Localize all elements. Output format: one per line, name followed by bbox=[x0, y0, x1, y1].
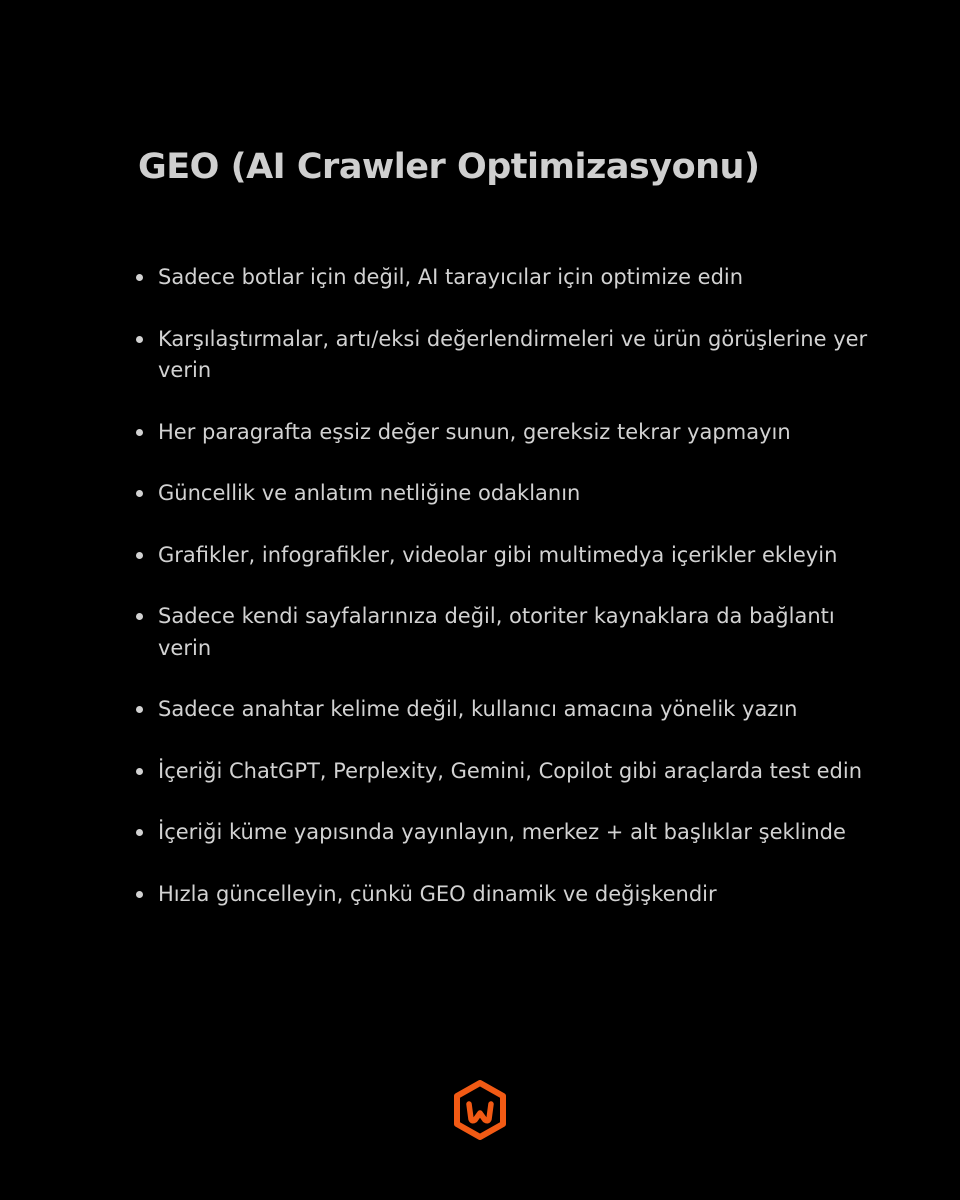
bullet-icon bbox=[136, 336, 143, 343]
list-item bbox=[134, 879, 894, 911]
list-item bbox=[134, 756, 894, 788]
bullet-icon bbox=[136, 768, 143, 775]
list-item bbox=[134, 478, 894, 510]
list-item-text: Karşılaştırmalar, artı/eksi değerlendirmeleri ve ürün görüşlerine yer verin bbox=[158, 326, 868, 382]
list-item-text: Sadece anahtar kelime değil, kullanıcı amacına yönelik yazın bbox=[158, 697, 798, 721]
list-item bbox=[134, 694, 894, 726]
hexagon-w-logo-icon bbox=[452, 1080, 508, 1140]
page-title: GEO (AI Crawler Optimizasyonu) bbox=[138, 147, 760, 187]
list-item bbox=[134, 817, 894, 849]
bullet-icon bbox=[136, 552, 143, 559]
bullet-icon bbox=[136, 274, 143, 281]
list-item bbox=[134, 417, 894, 449]
list-item-text: Her paragrafta eşsiz değer sunun, gereksiz tekrar yapmayın bbox=[158, 419, 791, 444]
bullet-icon bbox=[136, 706, 143, 713]
list-item bbox=[134, 262, 894, 294]
list-item-text: Sadece kendi sayfalarınıza değil, otoriter kaynaklara da bağlantı verin bbox=[158, 604, 835, 660]
list-item-text: Hızla güncelleyin, çünkü GEO dinamik ve değişkendir bbox=[158, 881, 717, 906]
list-item bbox=[134, 324, 894, 387]
list-item bbox=[134, 601, 894, 664]
tips-list bbox=[134, 262, 894, 940]
list-item-text: İçeriği ChatGPT, Perplexity, Gemini, Copilot gibi araçlarda test edin bbox=[158, 758, 863, 783]
bullet-icon bbox=[136, 613, 143, 620]
bullet-icon bbox=[136, 891, 143, 898]
bullet-icon bbox=[136, 490, 143, 497]
bullet-icon bbox=[136, 429, 143, 436]
list-item-text: Sadece botlar için değil, AI tarayıcılar için optimize edin bbox=[158, 265, 744, 289]
list-item bbox=[134, 540, 894, 572]
bullet-icon bbox=[136, 829, 143, 836]
list-item-text: Grafikler, infografikler, videolar gibi multimedya içerikler ekleyin bbox=[158, 542, 838, 567]
list-item-text: Güncellik ve anlatım netliğine odaklanın bbox=[158, 481, 581, 505]
list-item-text: İçeriği küme yapısında yayınlayın, merkez + alt başlıklar şeklinde bbox=[158, 820, 846, 844]
